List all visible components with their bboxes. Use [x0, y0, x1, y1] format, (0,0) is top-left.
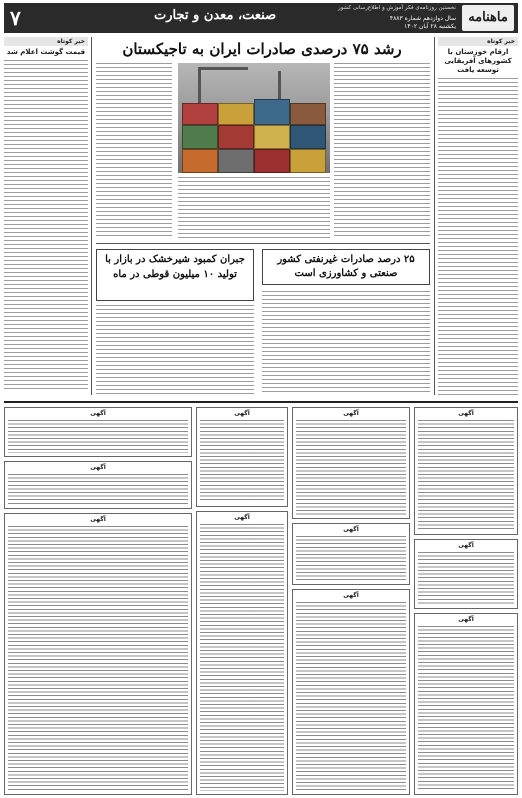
third-story-headline: جبران کمبود شیرخشک در بازار با تولید ۱۰ میلیون قوطی در ماه	[105, 254, 245, 280]
ad-notice	[196, 511, 288, 795]
ad-notice	[196, 407, 288, 507]
masthead-tagline: نخستین روزنامه‌ی فکر آموزش و اطلاع‌رسانی کشور	[338, 5, 456, 11]
ad-label: آگهی	[234, 410, 250, 417]
ad-notice	[4, 513, 192, 795]
ad-notice	[292, 589, 410, 795]
ad-label: آگهی	[458, 542, 474, 549]
third-story-body	[96, 305, 254, 395]
ad-label: آگهی	[90, 516, 106, 523]
main-headline: رشد ۷۵ درصدی صادرات ایران به تاجیکستان	[122, 40, 402, 58]
ad-notice	[414, 407, 518, 535]
container-port-photo	[178, 63, 330, 173]
right-column-title: ارقام خوزستان با کشورهای آفریقایی توسعه یافت	[444, 48, 512, 74]
ad-notice	[292, 523, 410, 585]
left-column-title: قیمت گوشت اعلام شد	[6, 48, 86, 56]
right-column-story	[438, 37, 518, 395]
ad-notice	[4, 461, 192, 509]
second-story-body	[262, 291, 430, 395]
ad-label: آگهی	[90, 464, 106, 471]
main-story-body	[334, 63, 430, 239]
newspaper-page	[4, 3, 518, 795]
issue-number: سال دوازدهم شماره ۴۸۸۳	[389, 15, 456, 22]
page-number: ۷	[10, 6, 21, 30]
ad-label: آگهی	[343, 410, 359, 417]
column-divider	[91, 37, 92, 395]
third-story-headline-box	[96, 249, 254, 301]
ad-label: آگهی	[343, 592, 359, 599]
story-divider	[96, 243, 430, 244]
right-column-kicker: خبر کوتاه	[438, 37, 518, 46]
column-divider	[434, 37, 435, 395]
ad-label: آگهی	[458, 410, 474, 417]
left-column-kicker: خبر کوتاه	[4, 37, 88, 46]
second-story-headline-box	[262, 249, 430, 285]
ad-notice	[4, 407, 192, 457]
section-divider	[4, 401, 518, 403]
newspaper-logo: ماهنامه	[462, 5, 514, 31]
section-title: صنعت، معدن و تجارت	[154, 8, 277, 23]
main-story-continued	[96, 63, 172, 239]
ad-label: آگهی	[458, 616, 474, 623]
left-column-body	[4, 60, 88, 390]
ad-label: آگهی	[343, 526, 359, 533]
ad-notice	[292, 407, 410, 519]
ad-notice	[414, 539, 518, 609]
issue-date: یکشنبه ۲۸ آبان ۱۴۰۲	[404, 23, 456, 30]
left-column-story	[4, 37, 88, 395]
ad-label: آگهی	[234, 514, 250, 521]
second-story-headline: ۲۵ درصد صادرات غیرنفتی کشور صنعتی و کشاورزی است	[277, 254, 415, 279]
ad-notice	[414, 613, 518, 795]
photo-caption-text	[178, 177, 330, 239]
ad-label: آگهی	[90, 410, 106, 417]
right-column-body	[438, 78, 518, 395]
masthead-banner	[4, 3, 518, 33]
